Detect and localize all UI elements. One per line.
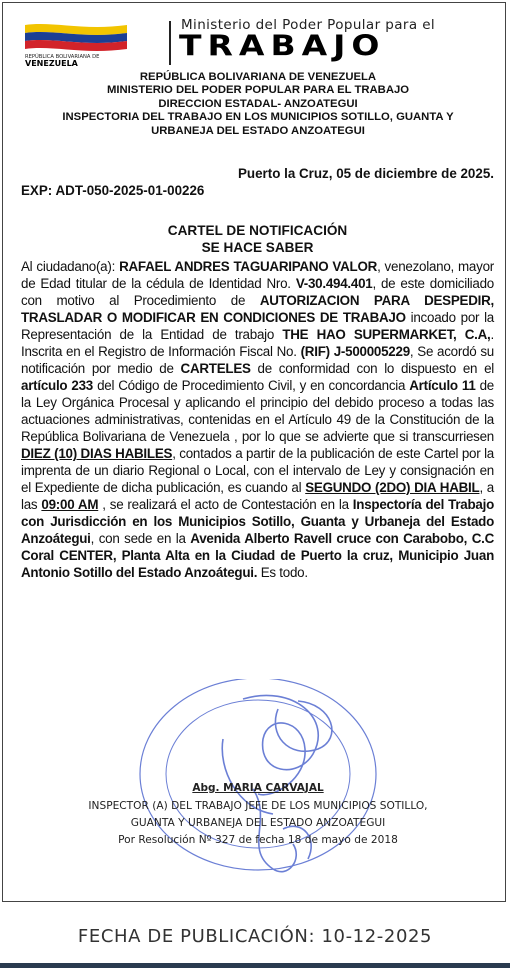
body-run: Al ciudadano(a):	[21, 259, 120, 274]
body-run: V-30.494.401	[295, 276, 373, 291]
notice-frame	[2, 2, 506, 902]
signer-title-line: INSPECTOR (A) DEL TRABAJO JEFE DE LOS MUNICIPIOS SOTILLO,	[88, 800, 428, 812]
body-run: Inspectoría del Trabajo con Jurisdicción en los Municipios Sotillo, Guanta y Urbaneja del Estado Anzoátegui	[21, 497, 495, 546]
body-run: DIEZ (10) DIAS HABILES	[21, 446, 173, 461]
gov-line: MINISTERIO DEL PODER POPULAR PARA EL TRABAJO	[106, 84, 410, 97]
body-run: , de este domiciliado con motivo al Procedimiento de	[21, 276, 495, 308]
body-run: THE HAO SUPERMARKET, C.A,	[282, 327, 491, 342]
body-run: , se realizará el acto de Contestación en la	[98, 497, 353, 512]
ministry-line: Ministerio del Poder Popular para el	[181, 17, 436, 33]
body-run: , Se acordó su notificación por medio de	[21, 344, 494, 376]
body-run: del Código de Procedimiento Civil, y en concordancia	[93, 378, 410, 393]
government-header	[13, 71, 503, 138]
notice-title-line1: CARTEL DE NOTIFICACIÓN	[167, 223, 348, 238]
bottom-bar	[0, 963, 510, 968]
body-run: artículo 233	[21, 378, 94, 393]
publication-date: FECHA DE PUBLICACIÓN: 10-12-2025	[77, 926, 433, 947]
body-run: RAFAEL ANDRES TAGUARIPANO VALOR	[119, 259, 378, 274]
body-run: , a las	[21, 480, 495, 512]
body-run: Es todo.	[257, 565, 308, 580]
signature-block	[43, 679, 473, 889]
body-run: de conformidad con lo dispuesto en el	[250, 361, 494, 376]
gov-line: INSPECTORIA DEL TRABAJO EN LOS MUNICIPIOS SOTILLO, GUANTA Y	[62, 111, 454, 124]
body-run: Avenida Alberto Ravell cruce con Carabobo, C.C Coral CENTER, Planta Alta en la Ciudad de Puerto la cruz, Municipio Juan Antonio Sotillo del Estado Anzoátegui.	[21, 531, 495, 580]
ministry-logo	[23, 17, 493, 69]
flag-logo-line1: REPÚBLICA BOLIVARIANA DE	[25, 54, 100, 60]
trabajo-wordmark: TRABAJO	[179, 29, 386, 63]
body-run: , contados a partir de la publicación de este Cartel por la imprenta de un diario Regional o Local, con el intervalo de Ley y consignación en el Expediente de dicha publicación, es cuando al	[21, 446, 494, 495]
gov-line: REPÚBLICA BOLIVARIANA DE VENEZUELA	[139, 71, 377, 83]
body-run: incoado por la Representación de la Entidad de trabajo	[21, 310, 494, 342]
body-run: AUTORIZACION PARA DESPEDIR, TRASLADAR O MODIFICAR EN CONDICIONES DE TRABAJO	[21, 293, 494, 325]
flag-logo-line2: VENEZUELA	[25, 59, 78, 67]
body-run: Artículo 11	[409, 378, 476, 393]
body-run: SEGUNDO (2DO) DIA HABIL	[305, 480, 480, 495]
signer-title-line: GUANTA Y URBANEJA DEL ESTADO ANZOATEGUI	[130, 817, 386, 829]
body-run: , con sede en la	[90, 531, 191, 546]
signer-title	[43, 798, 473, 849]
case-number: EXP: ADT-050-2025-01-00226	[21, 183, 205, 198]
signer-title-line: Por Resolución Nº 327 de fecha 18 de mayo de 2018	[118, 834, 398, 846]
notice-title-line2: SE HACE SABER	[201, 240, 314, 255]
body-run: (RIF) J-500005229	[300, 344, 410, 359]
body-run: 09:00 AM	[41, 497, 99, 512]
notice-body	[21, 258, 494, 581]
body-run: . Inscrita en el Registro de Información Fiscal No.	[21, 327, 494, 359]
notice-title	[21, 222, 494, 256]
body-run: de la Ley Orgánica Procesal y aplicando el principio del debido proceso a todas las actuaciones administrativas, contenidas en el Artículo 49 de la Constitución de la República Bolivariana de Venezuela , por lo que se advierte que si transcurriesen	[21, 378, 494, 444]
logo-divider	[169, 21, 171, 65]
venezuela-flag-logo	[23, 21, 131, 67]
body-run: CARTELES	[180, 361, 251, 376]
body-run: , venezolano, mayor de Edad titular de la cédula de Identidad Nro.	[21, 259, 494, 291]
gov-line: URBANEJA DEL ESTADO ANZOATEGUI	[151, 124, 365, 137]
gov-line: DIRECCION ESTADAL- ANZOATEGUI	[158, 97, 358, 110]
signer-name: Abg. MARIA CARVAJAL	[192, 782, 324, 794]
place-date: Puerto la Cruz, 05 de diciembre de 2025.	[237, 166, 494, 181]
